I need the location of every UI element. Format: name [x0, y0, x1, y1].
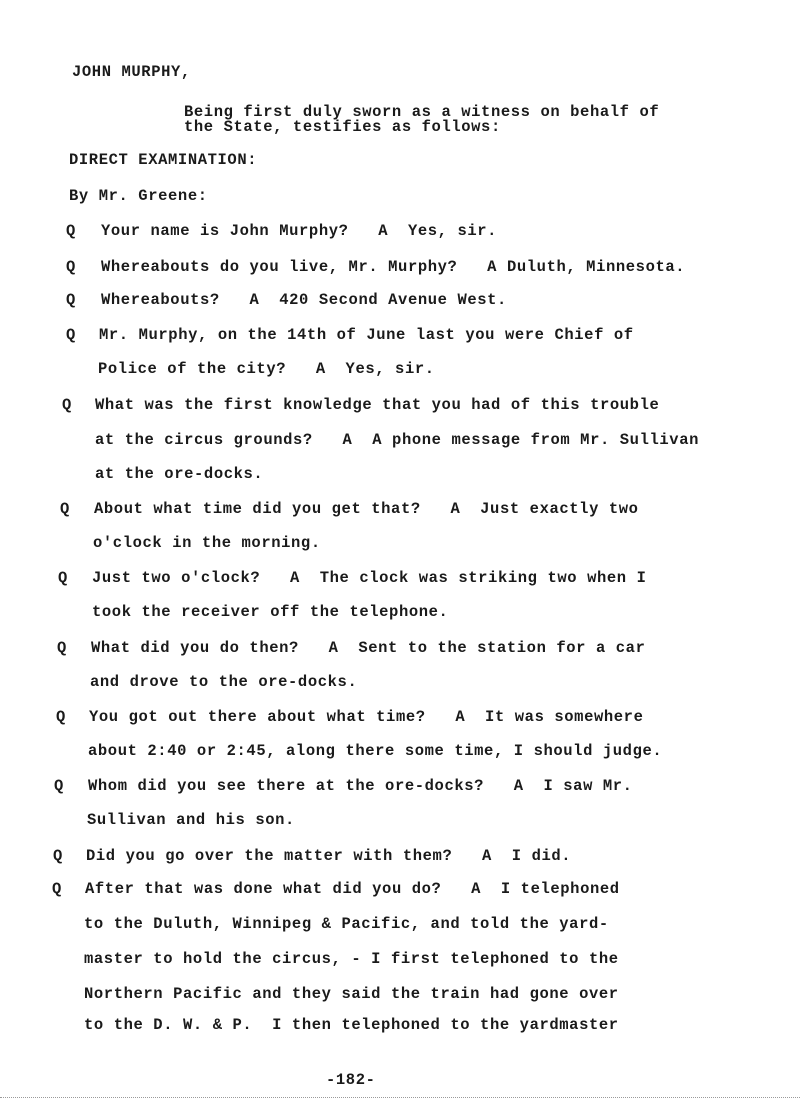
testimony-line: at the ore-docks. [95, 465, 264, 483]
testimony-line: Northern Pacific and they said the train had gone over [84, 985, 619, 1003]
testimony-line: Just two o'clock? A The clock was striking two when I [92, 569, 647, 587]
question-marker: Q [52, 880, 62, 898]
examiner-line: By Mr. Greene: [69, 187, 208, 205]
question-marker: Q [66, 258, 76, 276]
testimony-line: o'clock in the morning. [93, 534, 321, 552]
testimony-line: about 2:40 or 2:45, along there some time, I should judge. [88, 742, 663, 760]
question-marker: Q [62, 396, 72, 414]
testimony-line: What was the first knowledge that you had of this trouble [95, 396, 660, 414]
testimony-line: to the D. W. & P. I then telephoned to the yardmaster [84, 1016, 619, 1034]
testimony-line: took the receiver off the telephone. [92, 603, 449, 621]
testimony-line: Your name is John Murphy? A Yes, sir. [101, 222, 498, 240]
question-marker: Q [53, 847, 63, 865]
question-marker: Q [57, 639, 67, 657]
testimony-line: and drove to the ore-docks. [90, 673, 358, 691]
testimony-line: Whom did you see there at the ore-docks? A I saw Mr. [88, 777, 633, 795]
oath-line-2: the State, testifies as follows: [184, 118, 501, 136]
testimony-line: Mr. Murphy, on the 14th of June last you were Chief of [99, 326, 634, 344]
oath-line-1: Being first duly sworn as a witness on behalf of [184, 103, 660, 121]
testimony-line: to the Duluth, Winnipeg & Pacific, and told the yard- [84, 915, 609, 933]
testimony-line: What did you do then? A Sent to the station for a car [91, 639, 646, 657]
testimony-line: You got out there about what time? A It was somewhere [89, 708, 644, 726]
witness-heading: JOHN MURPHY, [72, 63, 191, 81]
testimony-line: Whereabouts do you live, Mr. Murphy? A Duluth, Minnesota. [101, 258, 686, 276]
scan-edge-artifact [0, 1097, 800, 1098]
testimony-line: at the circus grounds? A A phone message from Mr. Sullivan [95, 431, 699, 449]
page-number: -182- [326, 1071, 376, 1089]
question-marker: Q [66, 326, 76, 344]
testimony-line: After that was done what did you do? A I telephoned [85, 880, 620, 898]
testimony-line: About what time did you get that? A Just exactly two [94, 500, 639, 518]
testimony-line: Sullivan and his son. [87, 811, 295, 829]
testimony-line: master to hold the circus, - I first telephoned to the [84, 950, 619, 968]
testimony-line: Whereabouts? A 420 Second Avenue West. [101, 291, 507, 309]
question-marker: Q [58, 569, 68, 587]
question-marker: Q [54, 777, 64, 795]
section-heading: DIRECT EXAMINATION: [69, 151, 258, 169]
question-marker: Q [66, 291, 76, 309]
question-marker: Q [60, 500, 70, 518]
question-marker: Q [66, 222, 76, 240]
question-marker: Q [56, 708, 66, 726]
testimony-line: Police of the city? A Yes, sir. [98, 360, 435, 378]
testimony-line: Did you go over the matter with them? A I did. [86, 847, 572, 865]
